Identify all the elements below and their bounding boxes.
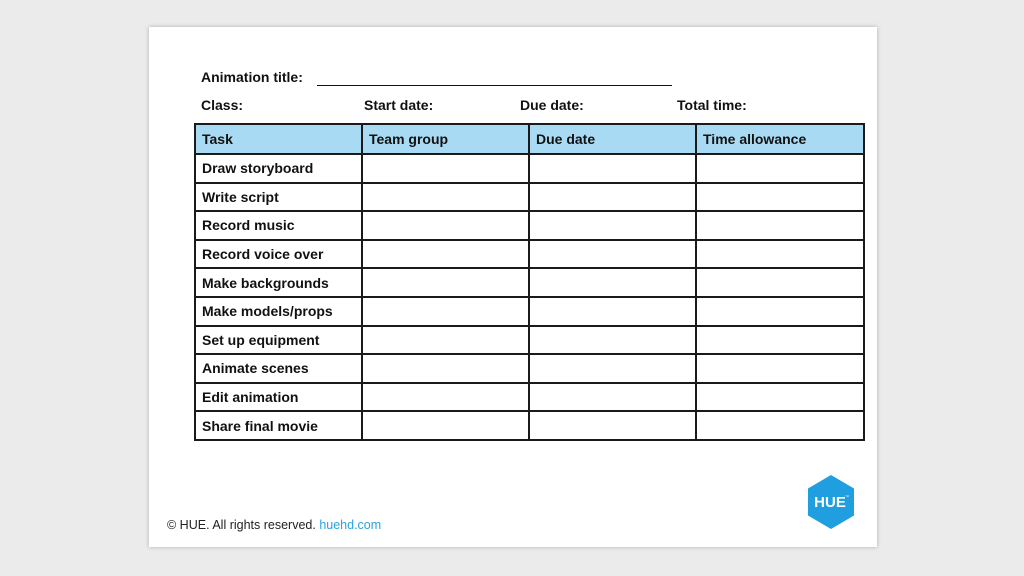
- animation-title-line: [317, 85, 672, 86]
- due-date-cell[interactable]: [529, 411, 696, 440]
- due-date-cell[interactable]: [529, 211, 696, 240]
- due-date-cell[interactable]: [529, 383, 696, 412]
- team-group-cell[interactable]: [362, 383, 529, 412]
- copyright-label: © HUE. All rights reserved.: [167, 518, 316, 532]
- time-allowance-cell[interactable]: [696, 411, 864, 440]
- header-time-allowance: Time allowance: [696, 124, 864, 154]
- table-row: [195, 411, 864, 440]
- due-date-label: Due date:: [520, 97, 584, 113]
- due-date-cell[interactable]: [529, 297, 696, 326]
- start-date-label: Start date:: [364, 97, 434, 113]
- table-row: [195, 211, 864, 240]
- table-body: [195, 154, 864, 440]
- time-allowance-cell[interactable]: [696, 240, 864, 269]
- team-group-cell[interactable]: [362, 297, 529, 326]
- worksheet-page: [149, 27, 877, 547]
- table-row: [195, 240, 864, 269]
- due-date-cell[interactable]: [529, 268, 696, 297]
- time-allowance-cell[interactable]: [696, 183, 864, 212]
- hue-logo-trademark: ™: [845, 494, 849, 499]
- time-allowance-cell[interactable]: [696, 154, 864, 183]
- task-cell: Draw storyboard: [195, 154, 362, 183]
- team-group-cell[interactable]: [362, 211, 529, 240]
- task-table: [194, 123, 865, 441]
- team-group-cell[interactable]: [362, 183, 529, 212]
- due-date-cell[interactable]: [529, 326, 696, 355]
- table-row: [195, 183, 864, 212]
- task-cell: Record music: [195, 211, 362, 240]
- table-row: [195, 354, 864, 383]
- task-cell: Share final movie: [195, 411, 362, 440]
- task-cell: Make backgrounds: [195, 268, 362, 297]
- time-allowance-cell[interactable]: [696, 268, 864, 297]
- header-due-date: Due date: [529, 124, 696, 154]
- task-cell: Set up equipment: [195, 326, 362, 355]
- task-cell: Edit animation: [195, 383, 362, 412]
- class-label: Class:: [201, 97, 244, 113]
- due-date-cell[interactable]: [529, 183, 696, 212]
- task-cell: Write script: [195, 183, 362, 212]
- animation-title-label: Animation title:: [201, 69, 303, 85]
- task-cell: Make models/props: [195, 297, 362, 326]
- task-cell: Animate scenes: [195, 354, 362, 383]
- header-task: Task: [195, 124, 362, 154]
- due-date-cell[interactable]: [529, 354, 696, 383]
- team-group-cell[interactable]: [362, 326, 529, 355]
- header-team-group: Team group: [362, 124, 529, 154]
- time-allowance-cell[interactable]: [696, 383, 864, 412]
- website-link[interactable]: huehd.com: [319, 518, 382, 532]
- team-group-cell[interactable]: [362, 154, 529, 183]
- hue-logo: [803, 474, 859, 530]
- copyright-text: [167, 518, 381, 532]
- hue-logo-text: HUE: [814, 494, 846, 511]
- table-row: [195, 326, 864, 355]
- team-group-cell[interactable]: [362, 240, 529, 269]
- total-time-label: Total time:: [677, 97, 747, 113]
- team-group-cell[interactable]: [362, 354, 529, 383]
- table-header-row: [195, 124, 864, 154]
- due-date-cell[interactable]: [529, 240, 696, 269]
- time-allowance-cell[interactable]: [696, 326, 864, 355]
- time-allowance-cell[interactable]: [696, 354, 864, 383]
- due-date-cell[interactable]: [529, 154, 696, 183]
- task-cell: Record voice over: [195, 240, 362, 269]
- time-allowance-cell[interactable]: [696, 211, 864, 240]
- team-group-cell[interactable]: [362, 268, 529, 297]
- team-group-cell[interactable]: [362, 411, 529, 440]
- table-row: [195, 297, 864, 326]
- table-row: [195, 154, 864, 183]
- table-row: [195, 268, 864, 297]
- table-row: [195, 383, 864, 412]
- time-allowance-cell[interactable]: [696, 297, 864, 326]
